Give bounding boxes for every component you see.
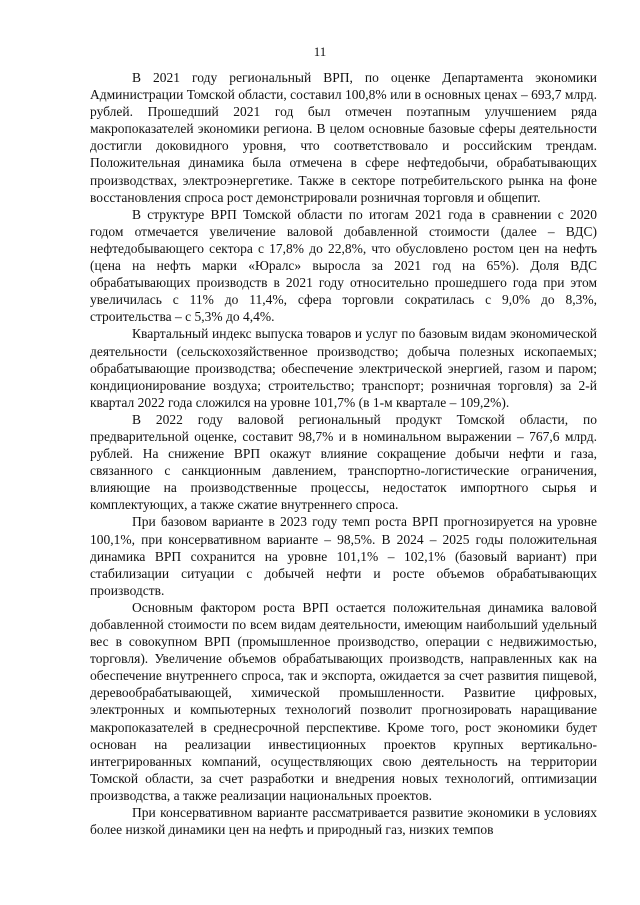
paragraph-conservative-variant: При консервативном варианте рассматривается развитие экономики в условиях более низкой динамики цен на нефть и природный газ, низких темпов [90,805,597,838]
paragraph-quarterly-index: Квартальный индекс выпуска товаров и услуг по базовым видам экономической деятельности (сельскохозяйственное производство; добыча полезных ископаемых; обрабатывающие производства; обеспечение электрической энергией, газом и паром; кондиционирование воздуха; строительство; транспорт; розничная торговля) за 2-й квартал 2022 года сложился на уровне 101,7% (в 1-м квартале – 109,2%). [90,326,597,410]
page-number: 11 [313,44,327,59]
paragraph-grp-2021: В 2021 году региональный ВРП, по оценке Департамента экономики Администрации Томской области, составил 100,8% или в основных ценах – 693,7 млрд. рублей. Прошедший 2021 год был отмечен поэтапным улучшением ряда макропоказателей экономики региона. В целом основные базовые сферы деятельности достигли доковидного уровня, что соответствовало и российским трендам. Положительная динамика была отмечена в сфере нефтедобычи, обрабатывающих производствах, электроэнергетике. Также в секторе потребительского рынка на фоне восстановления спроса рост демонстрировали розничная торговля и общепит. [90,70,597,205]
paragraph-grp-structure: В структуре ВРП Томской области по итогам 2021 года в сравнении с 2020 годом отмечается увеличение валовой добавленной стоимости (далее – ВДС) нефтедобывающего сектора с 17,8% до 22,8%, что обусловлено ростом цен на нефть (цена на нефть марки «Юралс» выросла за 2021 год на 65%). Доля ВДС обрабатывающих производств в 2021 году относительно прошедшего года при этом увеличилась с 11% до 11,4%, сфера торговли сократилась с 9,0% до 8,3%, строительства – с 5,3% до 4,4%. [90,206,597,325]
paragraph-grp-2022: В 2022 году валовой региональный продукт Томской области, по предварительной оценке, составит 98,7% и в номинальном выражении – 767,6 млрд. рублей. На снижение ВРП окажут влияние сокращение добычи нефти и газа, связанного с санкционным давлением, транспортно-логистические ограничения, влияющие на производственные процессы, недостаток импортного сырья и комплектующих, а также сжатие внутреннего спроса. [90,411,597,513]
document-body [90,69,597,838]
paragraph-forecast-variants: При базовом варианте в 2023 году темп роста ВРП прогнозируется на уровне 100,1%, при консервативном варианте – 98,5%. В 2024 – 2025 годы положительная динамика ВРП сохранится на уровне 101,1% – 102,1% (базовый вариант) при стабилизации ситуации с добычей нефти и росте объемов обрабатывающих производств. [90,514,597,598]
paragraph-growth-factors: Основным фактором роста ВРП остается положительная динамика валовой добавленной стоимости по всем видам деятельности, имеющим наибольший удельный вес в совокупном ВРП (промышленное производство, операции с недвижимостью, торговля). Увеличение объемов обрабатывающих производств, направленных как на обеспечение внутреннего спроса, так и экспорта, ожидается за счет развития пищевой, деревообрабатывающей, химической промышленности. Развитие цифровых, электронных и компьютерных технологий позволит прогнозировать наращивание макропоказателей в среднесрочной перспективе. Кроме того, рост экономики будет основан на реализации инвестиционных проектов крупных вертикально-интегрированных компаний, осуществляющих свою деятельность на территории Томской области, за счет разработки и внедрения новых технологий, оптимизации производства, а также реализации национальных проектов. [90,599,597,803]
